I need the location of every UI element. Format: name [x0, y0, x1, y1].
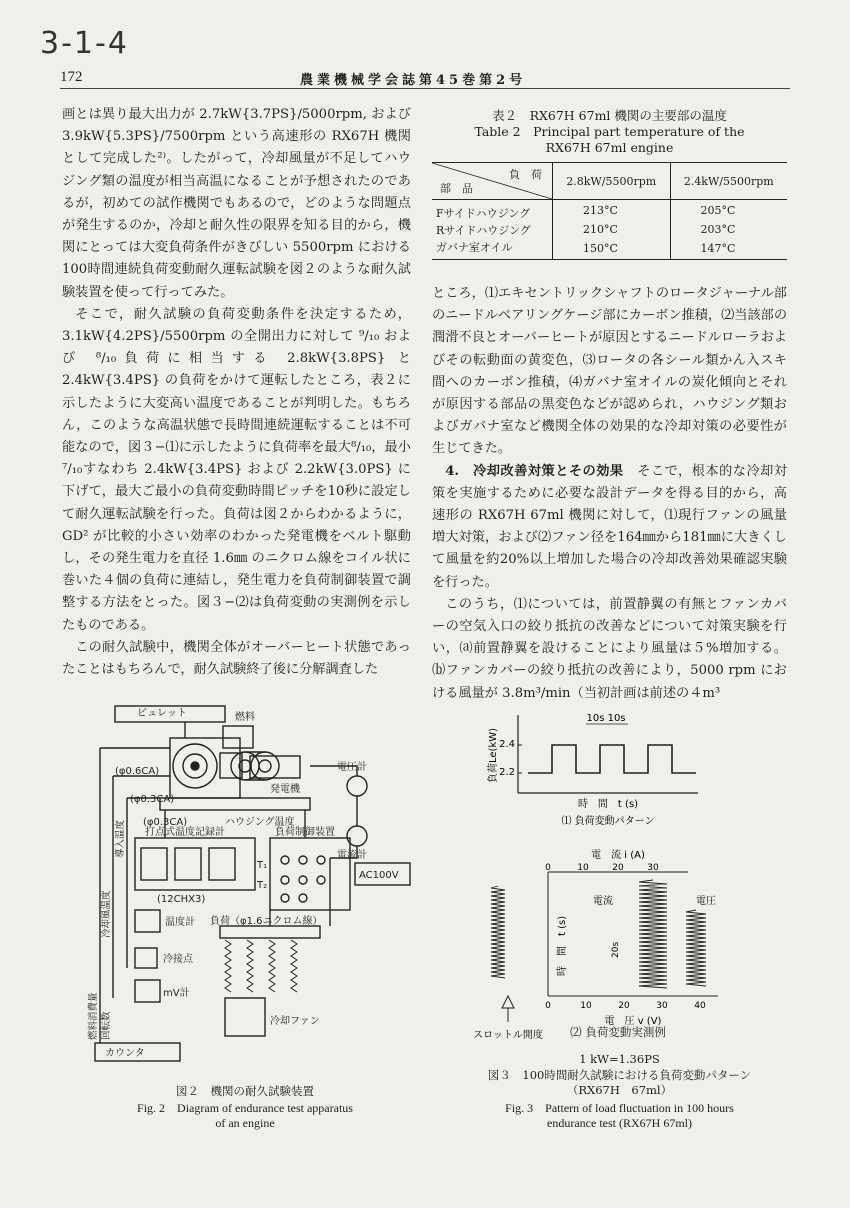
row-value: 203°C [700, 223, 736, 236]
top-tick: 30 [647, 863, 659, 873]
label-counter: カウンタ [105, 1048, 145, 1059]
label-ca-2: (φ0.3CA) [130, 794, 175, 805]
label-generator: 発電機 [270, 784, 300, 795]
label-cooling-fan: 冷却ファン [270, 1016, 320, 1027]
table-row [432, 200, 787, 222]
label-load-control: 負荷制御装置 [275, 827, 335, 838]
throttle-arrow-icon [502, 996, 514, 1022]
label-housing-temp: ハウジング温度 [225, 817, 295, 828]
label-cold-junction: 冷接点 [163, 954, 193, 965]
measured-example-svg [468, 846, 768, 1046]
bottom-tick: 30 [656, 1001, 668, 1011]
label-ca-1: (φ0.6CA) [115, 766, 160, 777]
label-coolant-temp: 冷却風温度 [101, 890, 112, 938]
y-axis-label: 負荷Le(kW) [488, 727, 499, 783]
figure-2-caption-en-2: of an engine [215, 1116, 275, 1130]
current-axis-label: 電 流 i (A) [591, 850, 645, 861]
running-header: 農業機械学会誌第45巻第2号 [300, 73, 527, 88]
label-fuel-consumption: 燃料消費量 [88, 992, 99, 1040]
handwritten-page-mark: 3-1-4 [40, 26, 129, 61]
row-value: 150°C [553, 238, 671, 260]
figure-2-caption-jp: 図２ 機関の耐久試験装置 [176, 1084, 314, 1098]
paragraph: そこで，耐久試験の負荷変動条件を決定するため，3.1kW{4.2PS}/5500rpm の全開出力に対して ⁹/₁₀ および ⁸/₁₀負荷に相当する 2.8kW{3.8PS} と 2.4kW{3.4PS} の負荷をかけて運転したところ，表２に示したように大変高い温度であることが判明した。もちろん，このような高温状態で長時間連続運転することは不可能なので，図３−⑴に示したように負荷率を最大⁸/₁₀，最小⁷/₁₀すなわち 2.4kW{3.4PS} および 2.2kW{3.0PS} に下げて，最大ご最小の負荷変動時間ピッチを10秒に設定して耐久運転試験を行った。負荷は図２からわかるように，GD² が比較的小さい効率のわかった発電機をベルト駆動し，その発生電力を直径 1.6㎜ のニクロム線をコイル状に巻いた４個の負荷に連結し，発生電力を負荷制御装置で調整する方法をとった。図３−⑵は負荷変動の実測例を示したものである。 [62, 306, 411, 633]
measured-example-sublabel: ⑵ 負荷変動実測例 [570, 1025, 666, 1039]
period-label: 10s 10s [586, 713, 626, 724]
time-axis-label: 時 間 t (s) [557, 915, 568, 976]
column-header: 2.8kW/5500rpm [553, 163, 671, 200]
section-4-heading: 4. 冷却改善対策とその効果 [445, 463, 624, 479]
figure-2-diagram [75, 698, 415, 1083]
row-value: 213°C [553, 200, 671, 222]
row-part: Rサイドハウジング [432, 221, 553, 238]
throttle-trace [491, 886, 505, 978]
paragraph: このうち，⑴については，前置静翼の有無とファンカバーの空気入口の絞り抵抗の改善などについて対策実験を行い，⒜前置静翼を設けることにより風量は５%増加する。⒝ファンカバーの絞り抵抗の改善により，5000 rpm における風量が 3.8m³/min（当初計画は前述の４m³ [432, 596, 787, 701]
load-pattern-svg [478, 705, 708, 830]
table-title-en: Table 2 Principal part temperature of the [474, 124, 745, 139]
page-number: 172 [60, 69, 83, 85]
paragraph: ところ，⑴エキセントリックシャフトのロータジャーナル部のニードルベアリングケージ部にカーボン推積，⑵当該部の潤滑不良とオーバーヒートが原因とするニードルローラおよびその転動面の黄変色，⑶ロータの各シール類かん入スキ間へのカーボン推積，⑷ガバナ室オイルの炭化傾向とそれが原因する部品の黒変色などが認められ，ハウジング類およびガバナ室など機関全体の効果的な冷却対策の必要性が生じてきた。 [432, 286, 788, 457]
load-series-line [528, 745, 696, 773]
corner-bottom-label: 部 品 [440, 182, 473, 195]
chart-sublabel: ⑴ 負荷変動パターン [561, 816, 655, 827]
label-mv-meter: mV計 [163, 988, 190, 999]
y-tick-label: 2.4 [499, 739, 515, 750]
label-t1: T₁ [257, 860, 268, 871]
y-tick-label: 2.2 [499, 767, 515, 778]
row-value: 147°C [700, 242, 736, 255]
figure-3-measured-example [468, 846, 768, 1046]
label-ammeter: 電流計 [337, 850, 367, 861]
figure-3-caption-en-2: endurance test (RX67H 67ml) [547, 1116, 692, 1130]
voltage-trace [686, 910, 706, 986]
conversion-note: 1 kW=1.36PS [579, 1052, 660, 1066]
table-corner-cell [432, 163, 553, 200]
top-tick: 20 [612, 863, 624, 873]
label-fuel: 燃料 [235, 712, 255, 723]
label-burette: ビュレット [137, 708, 187, 719]
figure-3-caption-jp: 図３ 100時間耐久試験における負荷変動パターン [487, 1068, 752, 1082]
label-ca-3: (φ0.3CA) [143, 817, 188, 828]
label-chx: (12CHX3) [157, 894, 206, 905]
current-trace [639, 880, 667, 988]
label-voltmeter: 電圧計 [337, 762, 367, 773]
x-axis-label: 時 間 t (s) [577, 799, 639, 810]
left-column-text [62, 104, 411, 681]
figure-3-caption-jp-2: （RX67H 67ml） [566, 1083, 673, 1097]
voltage-axis-label: 電 圧 v (V) [604, 1016, 662, 1027]
label-rpm: 回転数 [101, 1011, 112, 1040]
throttle-label: スロットル開度 [473, 1030, 543, 1041]
paragraph: そこで，根本的な冷却対策を実施するために必要な設計データを得る目的から，高速形の RX67H 67ml 機関に対して，⑴現行ファンの風量増大対策，および⑵ファン径を164㎜から181㎜に大きくして風量を約20%以上増加した場合の冷却改善効果確認実験を行った。 [432, 463, 787, 590]
corner-top-label: 負 荷 [509, 168, 542, 181]
label-t2: T₂ [257, 880, 268, 891]
bottom-tick: 40 [694, 1001, 706, 1011]
label-load: 負荷（φ1.6ニクロム線） [210, 916, 323, 927]
label-thermometer: 温度計 [165, 917, 195, 928]
label-recorder: 打点式温度記録計 [145, 827, 225, 838]
column-header: 2.4kW/5500rpm [683, 174, 774, 188]
temperature-table [432, 162, 787, 260]
row-value: 205°C [700, 204, 736, 217]
table-row [432, 238, 787, 260]
bottom-tick: 0 [545, 1001, 551, 1011]
table-row [432, 221, 787, 238]
figure-3-caption-en: Fig. 3 Pattern of load fluctuation in 100 hours [505, 1101, 734, 1115]
header-rule [60, 88, 790, 89]
paragraph: この耐久試験中，機関全体がオーバーヒート状態であったことはもちろんで，耐久試験終了後に分解調査した [62, 639, 411, 678]
label-intake-temp: 導入温度 [115, 819, 126, 858]
bottom-tick: 10 [580, 1001, 592, 1011]
top-tick: 10 [577, 863, 589, 873]
row-part: Fサイドハウジング [432, 200, 553, 222]
right-column-text [432, 283, 787, 705]
figure-3-load-pattern-chart [478, 705, 708, 830]
bottom-tick: 20 [618, 1001, 630, 1011]
row-part: ガバナ室オイル [432, 238, 553, 260]
row-value: 210°C [553, 221, 671, 238]
top-tick: 0 [545, 863, 551, 873]
table-title-jp: 表２ RX67H 67ml 機関の主要部の温度 [492, 108, 727, 123]
current-trace-label: 電流 [593, 896, 613, 907]
label-ac100v: AC100V [359, 870, 399, 881]
voltage-trace-label: 電圧 [696, 896, 716, 907]
apparatus-diagram-svg [75, 698, 415, 1083]
paragraph: 画とは異り最大出力が 2.7kW{3.7PS}/5000rpm, および 3.9kW{5.3PS}/7500rpm という高速形の RX67H 機関として完成した²⁾。したがって，冷却風量が不足してハウジング類の温度が相当高温になることが予想されたのであるが，初めての試作機関でもあるので，どのような問題点が発生するのか，冷却と耐久性の限界を知る目的から，機関にとっては大変負荷条件がきびしい 5500rpm における 100時間連続負荷変動耐久運転試験を図２のような耐久試験装置を使って行ってみた。 [62, 107, 411, 300]
table-2 [432, 108, 787, 260]
table-title-en-2: RX67H 67ml engine [545, 140, 674, 155]
figure-2-caption-en: Fig. 2 Diagram of endurance test apparatus [137, 1101, 353, 1115]
span-label: 20s [611, 941, 621, 958]
